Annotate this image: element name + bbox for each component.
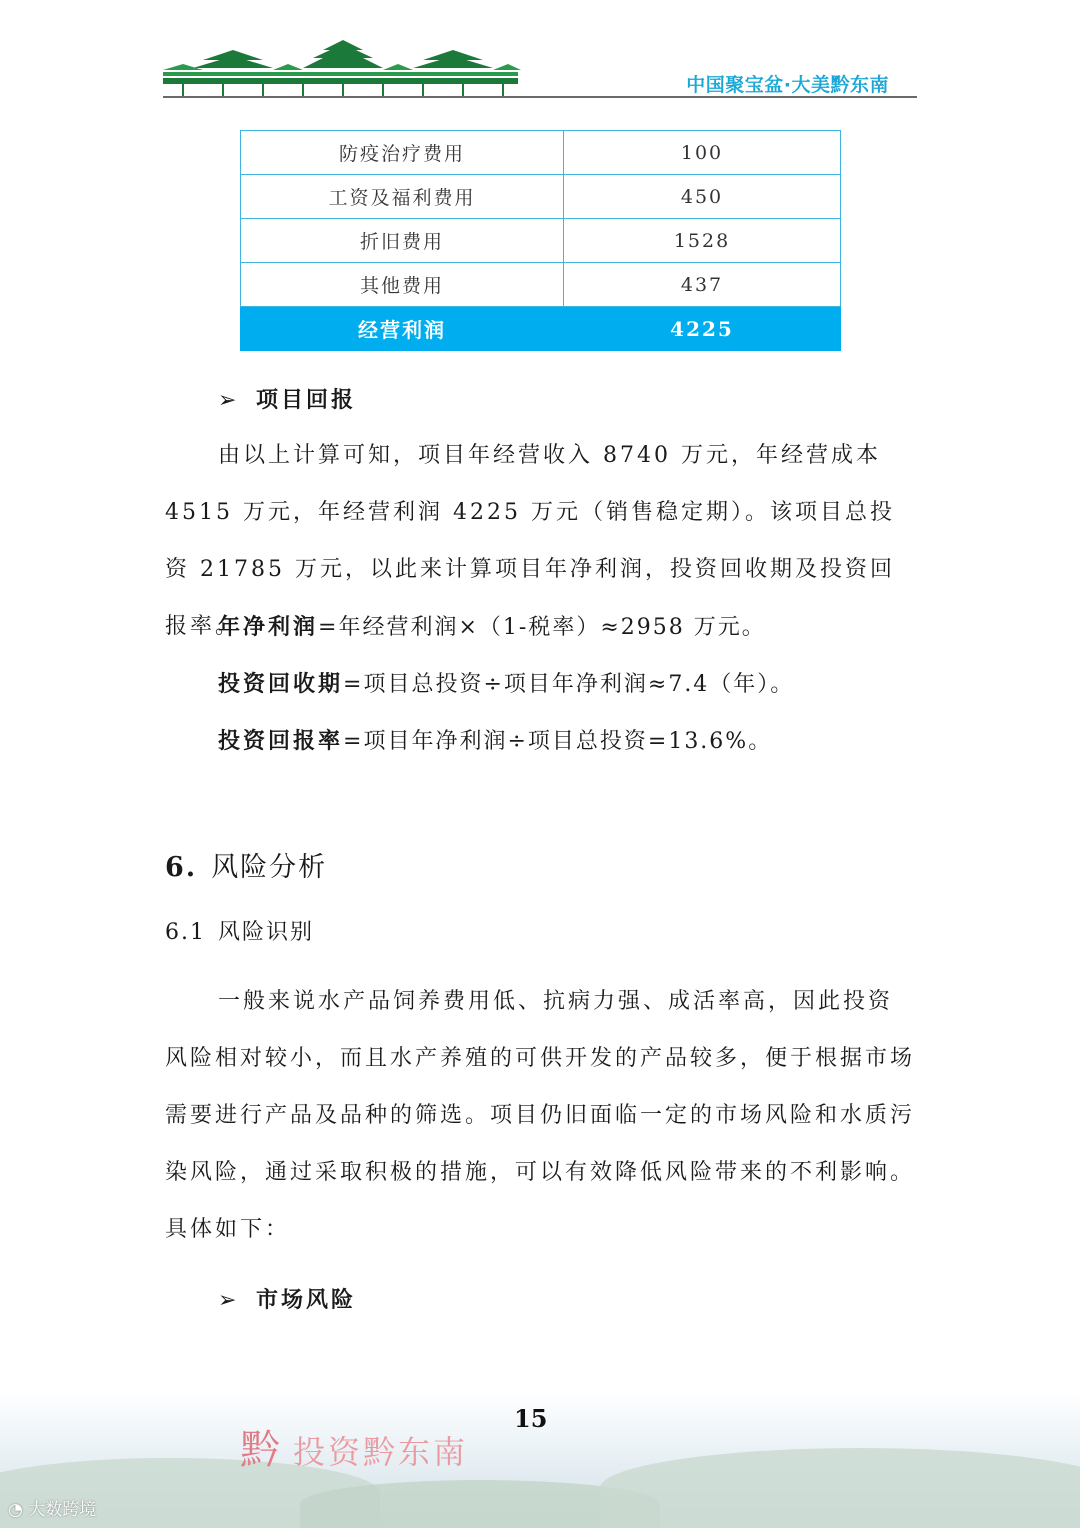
formula-expression: =项目总投资÷项目年净利润≈7.4（年）。 (343, 672, 795, 697)
subsection-heading (165, 915, 314, 946)
watermark-text: 大数跨境 (28, 1500, 97, 1520)
watermark (8, 1495, 96, 1520)
table-cell-label: 折旧费用 (241, 219, 564, 263)
formula-term: 投资回报率 (218, 728, 344, 754)
formula-term: 年净利润 (218, 614, 319, 640)
logo-glyph: 黔 (240, 1427, 283, 1473)
formula-payback-period (218, 667, 794, 698)
formula-term: 投资回收期 (218, 671, 344, 697)
table-row (241, 219, 841, 263)
table-cell-label: 防疫治疗费用 (241, 131, 564, 175)
table-cell-value: 100 (564, 131, 841, 175)
subsection-title: 风险识别 (218, 920, 315, 945)
bullet-heading-return (218, 383, 356, 414)
section-heading (165, 845, 327, 884)
table-cell-label: 其他费用 (241, 263, 564, 307)
paragraph-text: 一般来说水产品饲养费用低、抗病力强、成活率高，因此投资风险相对较小，而且水产养殖的可供开发的产品较多，便于根据市场需要进行产品及品种的筛选。项目仍旧面临一定的市场风险和水质污染风险，通过采取积极的措施，可以有效降低风险带来的不利影响。具体如下： (165, 989, 916, 1242)
total-value: 4225 (564, 307, 841, 351)
bullet-heading-market-risk (218, 1283, 356, 1314)
footer-logo (240, 1418, 468, 1475)
section-title: 风险分析 (211, 852, 328, 883)
header-divider (163, 96, 917, 98)
table-row (241, 263, 841, 307)
header-slogan: 中国聚宝盆·大美黔东南 (686, 74, 889, 96)
table-cell-value: 1528 (564, 219, 841, 263)
table-total-row (241, 307, 841, 351)
formula-expression: =年经营利润×（1-税率）≈2958 万元。 (318, 615, 766, 640)
formula-net-profit (218, 610, 766, 641)
formula-return-rate (218, 724, 772, 755)
table-cell-label: 工资及福利费用 (241, 175, 564, 219)
section-number: 6. (165, 852, 198, 883)
table-cell-value: 437 (564, 263, 841, 307)
page-header (163, 38, 917, 100)
page-number: 15 (514, 1404, 548, 1433)
bullet-text: 项目回报 (256, 387, 357, 413)
drum-tower-bridge-icon (163, 38, 523, 98)
formula-expression: =项目年净利润÷项目总投资=13.6%。 (343, 729, 773, 754)
paragraph-text: 由以上计算可知，项目年经营收入 8740 万元，年经营成本 4515 万元，年经营利润 4225 万元（销售稳定期）。该项目总投资 21785 万元，以此来计算项目年净利润，投资回收期及投资回报率。 (165, 443, 895, 639)
table-cell-value: 450 (564, 175, 841, 219)
total-label: 经营利润 (241, 307, 564, 351)
arrowhead-bullet-icon: ➢ (218, 388, 240, 413)
table-row (241, 131, 841, 175)
watermark-logo-icon: ◔ (8, 1500, 23, 1520)
subsection-number: 6.1 (165, 920, 206, 945)
arrowhead-bullet-icon: ➢ (218, 1288, 240, 1313)
risk-paragraph (165, 973, 917, 1258)
logo-text: 投资黔东南 (293, 1433, 469, 1471)
table-row (241, 175, 841, 219)
bullet-text: 市场风险 (256, 1287, 357, 1313)
cost-table (240, 130, 841, 351)
